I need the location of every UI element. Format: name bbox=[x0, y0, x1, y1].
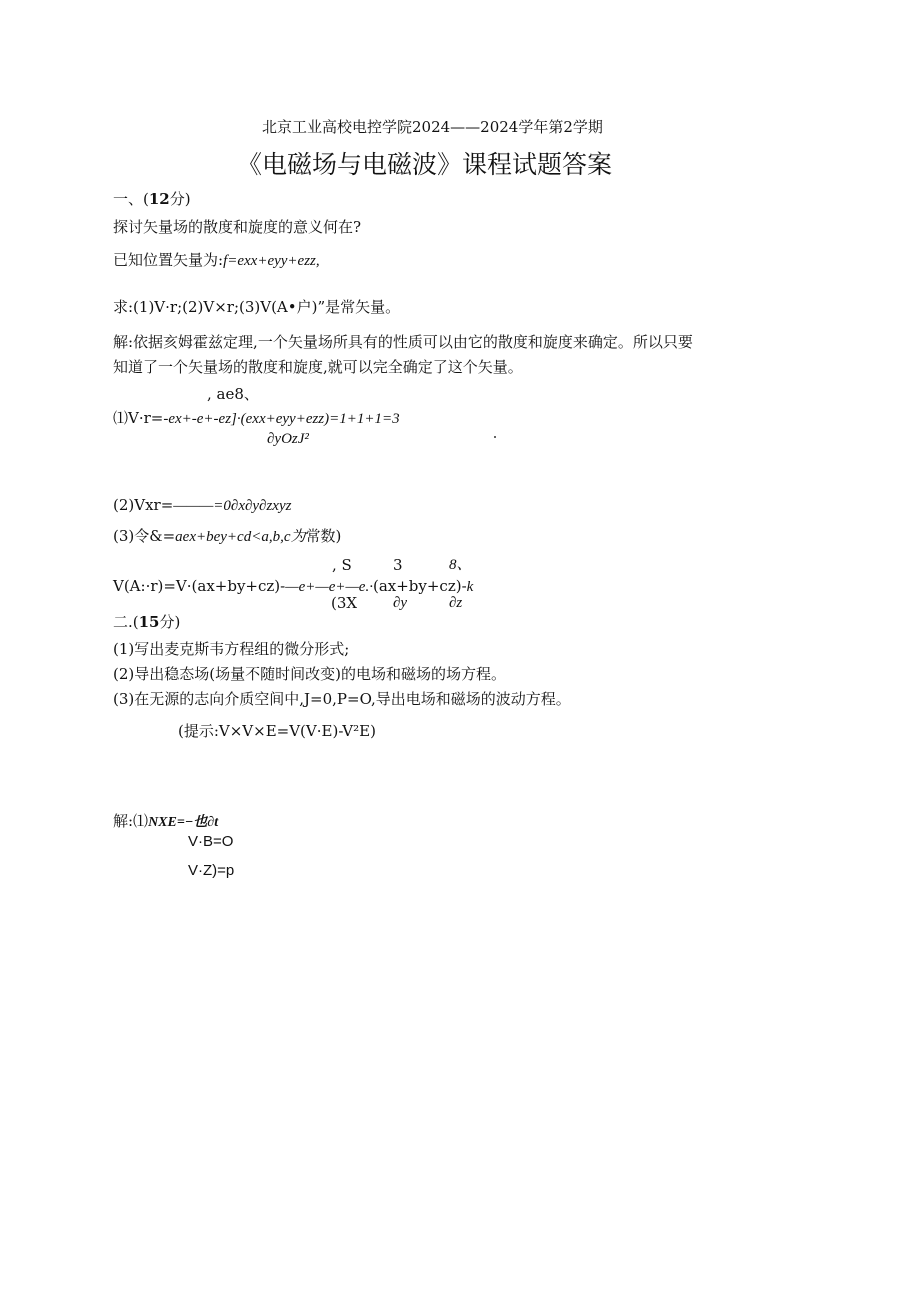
section2-q2: (2)导出稳态场(场量不随时间改变)的电场和磁场的场方程。 bbox=[113, 665, 506, 683]
section1-question: 探讨矢量场的散度和旋度的意义何在? bbox=[113, 218, 362, 236]
eq4-top-8: 8、 bbox=[449, 557, 472, 573]
eq4-main-c: (ax+by+cz)- bbox=[372, 577, 467, 595]
section2-q1: (1)写出麦克斯韦方程组的微分形式; bbox=[113, 640, 350, 658]
eq2-prefix: (2)Vxr= bbox=[113, 496, 174, 514]
eq4-main-a: V(A:·r)=V·(ax+by+cz)- bbox=[113, 577, 286, 595]
ans-prefix: 解:⑴ bbox=[113, 812, 149, 830]
exam-header: 北京工业高校电控学院2024——2024学年第2学期 bbox=[262, 118, 603, 136]
section2-q3: (3)在无源的志向介质空间中,J=0,P=O,导出电场和磁场的波动方程。 bbox=[113, 690, 571, 708]
section2-heading-suffix: 分) bbox=[159, 613, 181, 631]
eq1-bottom: ∂yOzJ² bbox=[267, 431, 309, 447]
eq3-prefix: (3)令&= bbox=[113, 527, 176, 545]
section1-heading-prefix: 一、( bbox=[113, 190, 149, 208]
eq1 bbox=[113, 409, 400, 428]
section1-points: 12 bbox=[148, 190, 170, 208]
section2-heading-prefix: 二.( bbox=[113, 613, 139, 631]
ans-eq3: V·Z)=p bbox=[188, 862, 235, 879]
section1-heading bbox=[113, 190, 191, 208]
eq3-body: aex+bey+cd<a,b,c为 bbox=[175, 529, 306, 545]
eq4-main-b: —e+—e+—e.· bbox=[285, 579, 373, 595]
page-title: 《电磁场与电磁波》课程试题答案 bbox=[237, 150, 613, 179]
eq4-main-k: k bbox=[466, 579, 474, 595]
answer-line-1: 解:依据亥姆霍兹定理,一个矢量场所具有的性质可以由它的散度和旋度来确定。所以只要 bbox=[113, 333, 693, 351]
section1-heading-suffix: 分) bbox=[169, 190, 191, 208]
eq3-suffix: 常数) bbox=[305, 527, 342, 545]
eq4-top-3: 3 bbox=[393, 556, 403, 574]
eq4-main bbox=[113, 577, 473, 596]
eq4-top-s: , S bbox=[332, 556, 352, 574]
stray-mark bbox=[494, 436, 496, 438]
section2-heading bbox=[113, 613, 180, 631]
eq4-bot-z: ∂z bbox=[449, 595, 463, 611]
ans-eq2: V·B=O bbox=[188, 833, 234, 850]
eq2-body: ———=0∂x∂y∂zxyz bbox=[173, 498, 292, 514]
eq3 bbox=[113, 527, 341, 546]
eq4-bot-3x: (3X bbox=[331, 594, 358, 612]
section1-task: 求:(1)V·r;(2)V×r;(3)V(A•户)”是常矢量。 bbox=[113, 298, 401, 316]
answer-line-2: 知道了一个矢量场的散度和旋度,就可以完全确定了这个矢量。 bbox=[113, 358, 523, 376]
eq1-top: , ae8、 bbox=[207, 385, 259, 403]
section2-answer bbox=[113, 812, 218, 832]
eq4-bot-y: ∂y bbox=[393, 595, 408, 611]
section2-hint: (提示:V×V×E=V(V·E)-V²E) bbox=[178, 722, 376, 740]
section2-points: 15 bbox=[138, 613, 160, 631]
section1-given bbox=[113, 251, 320, 270]
given-prefix: 已知位置矢量为: bbox=[113, 251, 224, 269]
eq1-body: -ex+-e+-ez]·(exx+eyy+ezz)=1+1+1=3 bbox=[163, 411, 400, 427]
given-formula: f=exx+eyy+ezz, bbox=[223, 253, 320, 269]
ans-eq1: NXE=−也∂t bbox=[148, 815, 219, 830]
eq2 bbox=[113, 496, 291, 515]
eq1-prefix: ⑴V·r= bbox=[113, 409, 164, 427]
